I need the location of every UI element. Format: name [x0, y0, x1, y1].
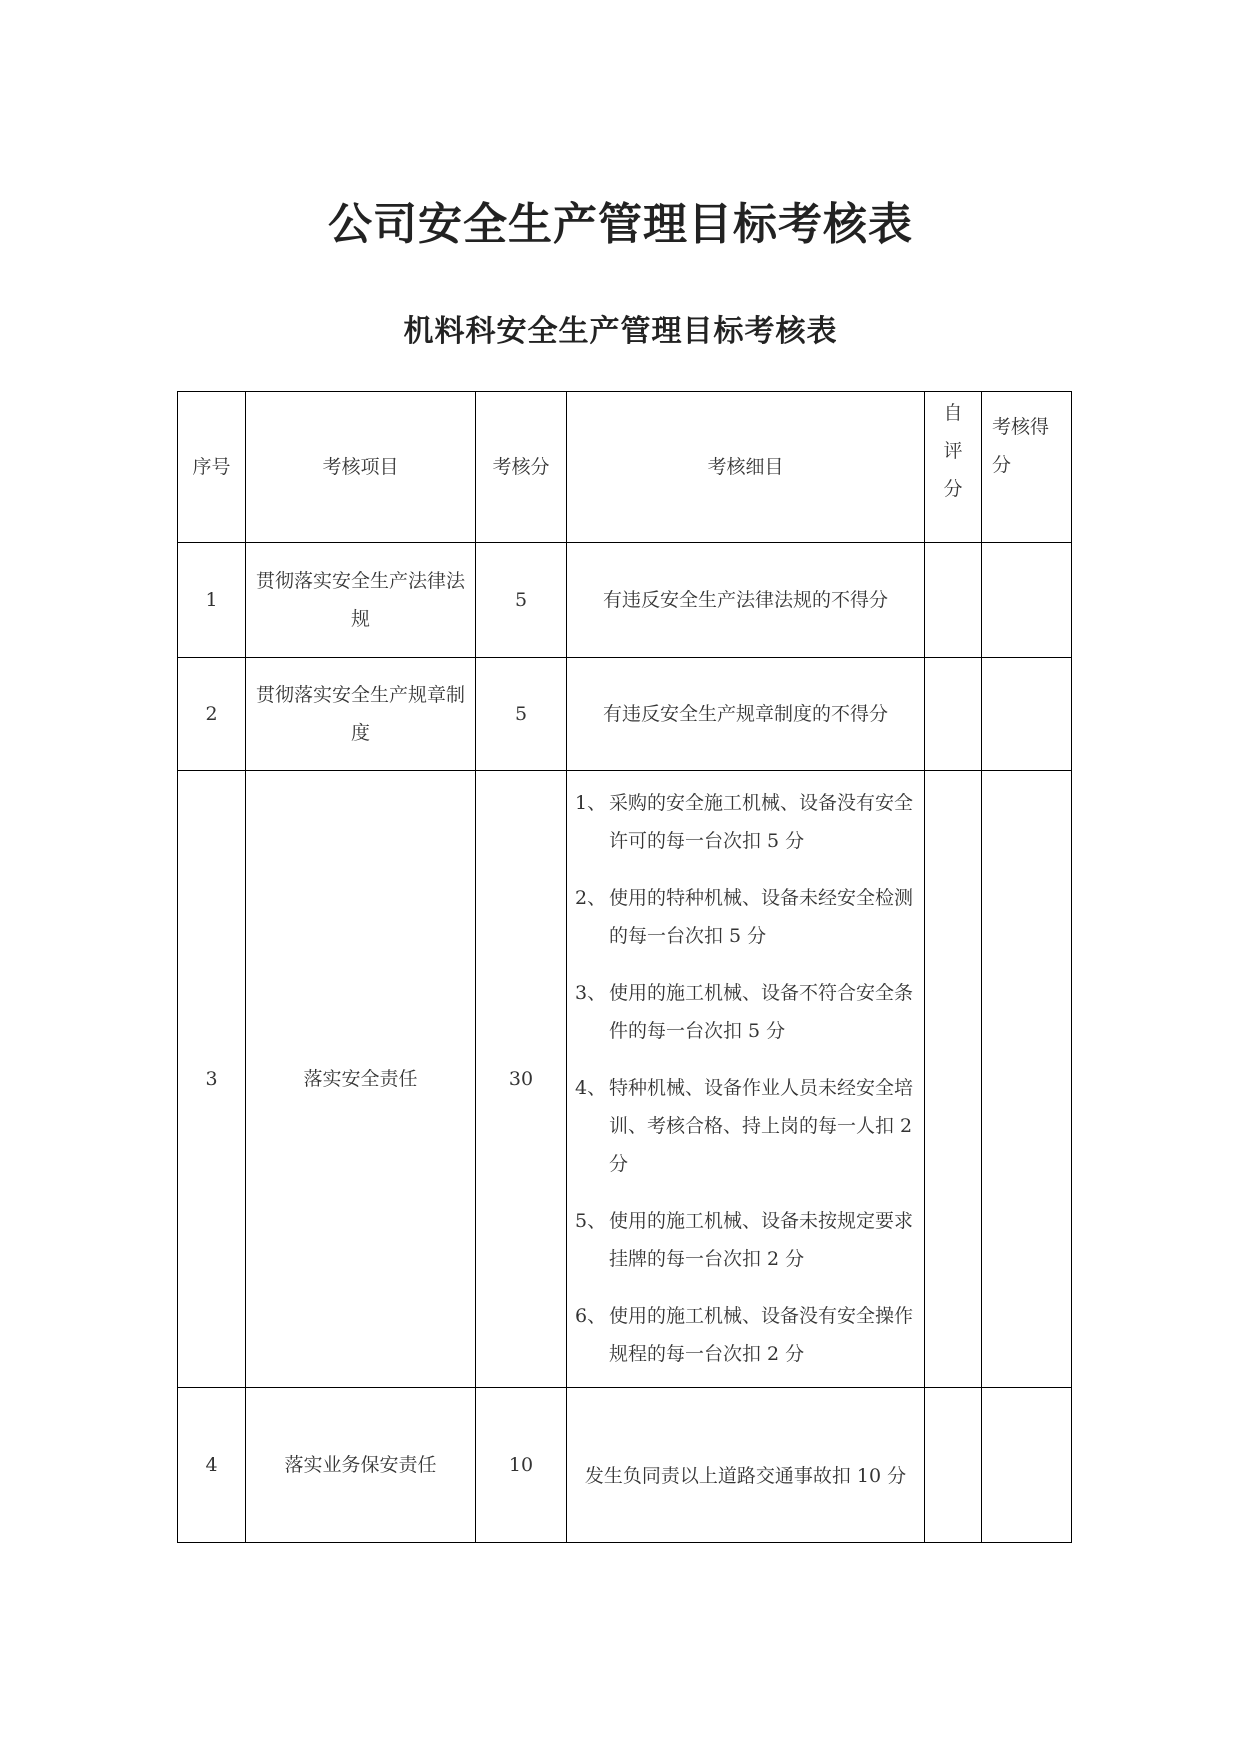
- detail-list: [567, 784, 924, 1373]
- detail-number: 2、: [575, 887, 607, 909]
- detail-item: [575, 1297, 914, 1373]
- header-self-score-char: 评: [943, 440, 963, 462]
- header-self-score-char: 自: [943, 402, 963, 424]
- header-item: 考核项目: [246, 392, 476, 543]
- row-detail-list-cell: [567, 771, 925, 1388]
- detail-item: [575, 879, 914, 955]
- detail-number: 5、: [575, 1210, 607, 1232]
- row-item: 落实业务保安责任: [246, 1388, 476, 1543]
- detail-item: [575, 1069, 914, 1183]
- row-index: 3: [178, 771, 246, 1388]
- row-assessed-score-cell[interactable]: [982, 771, 1072, 1388]
- detail-text: 使用的施工机械、设备未按规定要求挂牌的每一台次扣 2 分: [609, 1210, 914, 1270]
- header-score: 考核分: [476, 392, 567, 543]
- document-subtitle: 机料科安全生产管理目标考核表: [403, 314, 838, 349]
- header-self-score-char: 分: [943, 478, 963, 500]
- row-index: 1: [178, 543, 246, 658]
- detail-item: [575, 974, 914, 1050]
- row-item: 贯彻落实安全生产规章制度: [246, 658, 476, 771]
- header-self-score-label: [925, 394, 981, 508]
- row-score: 30: [476, 771, 567, 1388]
- row-score: 5: [476, 543, 567, 658]
- header-assessed-score: 考核得分: [982, 392, 1072, 543]
- table-row: [178, 543, 1072, 658]
- detail-text: 特种机械、设备作业人员未经安全培训、考核合格、持上岗的每一人扣 2 分: [609, 1077, 914, 1175]
- row-assessed-score-cell[interactable]: [982, 1388, 1072, 1543]
- row-detail: 有违反安全生产规章制度的不得分: [567, 658, 925, 771]
- detail-text: 采购的安全施工机械、设备没有安全许可的每一台次扣 5 分: [609, 792, 914, 852]
- assessment-table: [177, 391, 1072, 1543]
- detail-number: 1、: [575, 792, 607, 814]
- detail-item: [575, 1202, 914, 1278]
- row-assessed-score-cell[interactable]: [982, 543, 1072, 658]
- row-self-score-cell[interactable]: [925, 543, 982, 658]
- detail-number: 4、: [575, 1077, 607, 1099]
- detail-text: 使用的施工机械、设备不符合安全条件的每一台次扣 5 分: [609, 982, 914, 1042]
- detail-text: 使用的施工机械、设备没有安全操作规程的每一台次扣 2 分: [609, 1305, 914, 1365]
- row-detail: 发生负同责以上道路交通事故扣 10 分: [567, 1388, 925, 1543]
- detail-text: 使用的特种机械、设备未经安全检测的每一台次扣 5 分: [609, 887, 914, 947]
- row-assessed-score-cell[interactable]: [982, 658, 1072, 771]
- table-row: [178, 658, 1072, 771]
- header-index: 序号: [178, 392, 246, 543]
- table-row: [178, 1388, 1072, 1543]
- row-item: 贯彻落实安全生产法律法规: [246, 543, 476, 658]
- row-score: 10: [476, 1388, 567, 1543]
- row-index: 4: [178, 1388, 246, 1543]
- table-header-row: [178, 392, 1072, 543]
- row-self-score-cell[interactable]: [925, 658, 982, 771]
- row-index: 2: [178, 658, 246, 771]
- detail-number: 3、: [575, 982, 607, 1004]
- row-detail: 有违反安全生产法律法规的不得分: [567, 543, 925, 658]
- header-details: 考核细目: [567, 392, 925, 543]
- row-item: 落实安全责任: [246, 771, 476, 1388]
- table-row: [178, 771, 1072, 1388]
- row-self-score-cell[interactable]: [925, 771, 982, 1388]
- header-self-score: [925, 392, 982, 543]
- detail-item: [575, 784, 914, 860]
- row-self-score-cell[interactable]: [925, 1388, 982, 1543]
- row-score: 5: [476, 658, 567, 771]
- document-title: 公司安全生产管理目标考核表: [328, 199, 913, 250]
- detail-number: 6、: [575, 1305, 607, 1327]
